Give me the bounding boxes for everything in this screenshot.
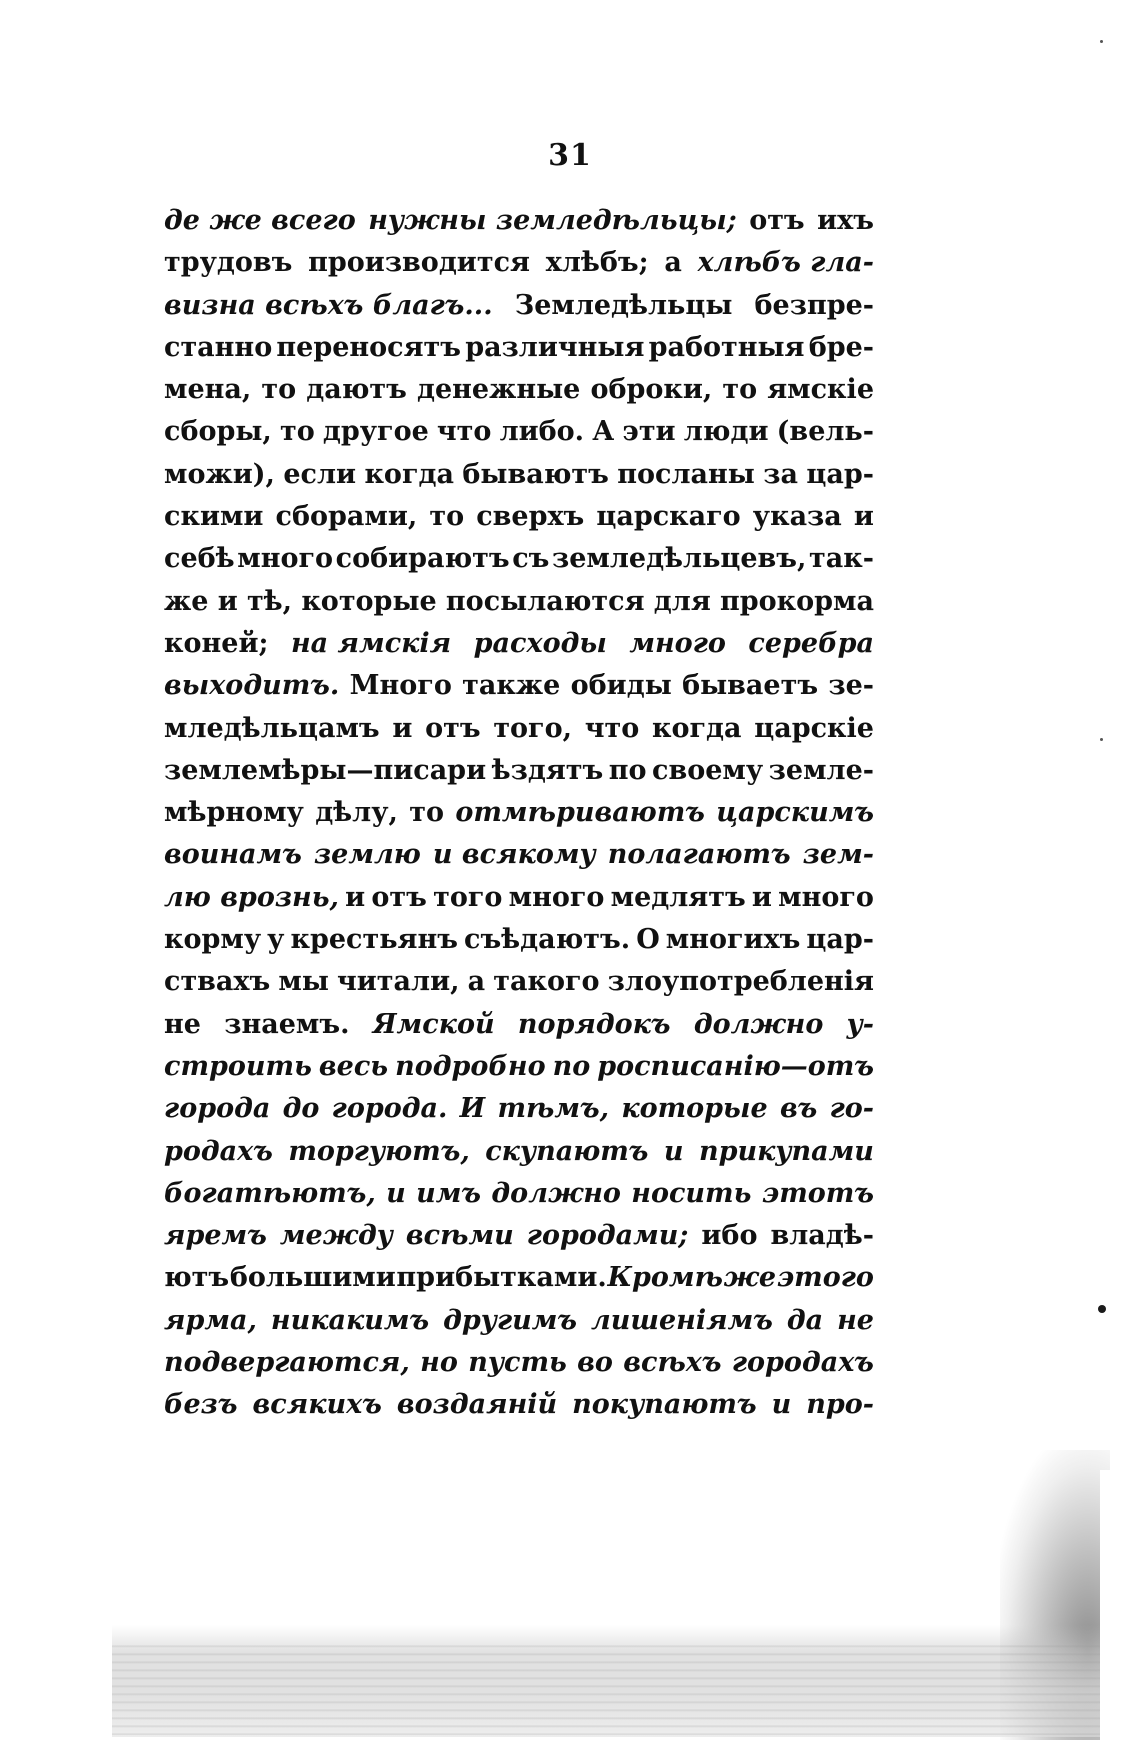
text-segment: ямскіе bbox=[767, 374, 874, 406]
text-segment: О bbox=[636, 924, 660, 956]
text-segment: зем- bbox=[802, 839, 874, 871]
text-segment: А bbox=[592, 416, 615, 448]
text-segment: не bbox=[837, 1304, 874, 1336]
text-segment: и bbox=[217, 585, 238, 617]
text-segment: городахъ bbox=[731, 1347, 874, 1379]
text-segment: производится bbox=[308, 247, 530, 279]
text-segment: же bbox=[164, 585, 209, 617]
text-segment: скупаютъ bbox=[485, 1135, 649, 1167]
text-segment: подробно bbox=[395, 1050, 546, 1082]
text-segment: яремъ bbox=[164, 1220, 267, 1252]
text-segment: и bbox=[663, 1135, 684, 1167]
text-segment: подвергаются, bbox=[164, 1347, 410, 1379]
text-segment: безпре- bbox=[754, 289, 874, 321]
text-segment: ибо bbox=[701, 1220, 758, 1252]
text-segment: покупаютъ bbox=[572, 1389, 757, 1421]
text-segment: царскимъ bbox=[716, 797, 874, 829]
text-segment: землю bbox=[313, 839, 421, 871]
text-segment: большими bbox=[229, 1262, 396, 1294]
text-segment: мена, bbox=[164, 374, 252, 406]
text-segment: и bbox=[345, 881, 366, 913]
text-segment: до bbox=[282, 1093, 320, 1125]
text-segment: безъ bbox=[164, 1389, 238, 1421]
text-segment: серебра bbox=[748, 627, 874, 659]
text-segment: читали, bbox=[337, 966, 460, 998]
text-segment: по bbox=[608, 754, 647, 786]
text-segment: крестьянъ bbox=[290, 924, 458, 956]
text-segment: съѣдаютъ. bbox=[464, 924, 631, 956]
text-line bbox=[164, 623, 874, 665]
text-segment: должно bbox=[491, 1177, 621, 1209]
text-line bbox=[164, 285, 874, 327]
text-line bbox=[164, 538, 874, 580]
text-segment: пусть bbox=[468, 1347, 567, 1379]
text-segment: трудовъ bbox=[164, 247, 293, 279]
text-segment: земледѣльцевъ, bbox=[551, 543, 807, 575]
scan-bottom-streaks bbox=[112, 1640, 1100, 1735]
text-segment: корму bbox=[164, 924, 262, 956]
text-segment: города bbox=[164, 1093, 271, 1125]
text-segment: этотъ bbox=[761, 1177, 874, 1209]
text-segment: у bbox=[267, 924, 285, 956]
text-line bbox=[164, 919, 874, 961]
text-segment: сборами, bbox=[275, 501, 418, 533]
text-segment: богатѣютъ, bbox=[164, 1177, 376, 1209]
text-segment: того, bbox=[493, 712, 573, 744]
text-segment: го- bbox=[829, 1093, 874, 1125]
text-segment: цар- bbox=[806, 924, 874, 956]
text-segment: этого bbox=[776, 1262, 874, 1294]
text-segment: всякихъ bbox=[252, 1389, 382, 1421]
text-segment: всѣхъ bbox=[623, 1347, 722, 1379]
text-line bbox=[164, 1342, 874, 1384]
text-segment: даютъ bbox=[306, 374, 407, 406]
text-segment: цар- bbox=[806, 458, 874, 490]
text-segment: Земледѣльцы bbox=[514, 289, 733, 321]
text-segment: много bbox=[508, 881, 605, 913]
text-segment: и bbox=[751, 881, 772, 913]
text-segment: но bbox=[420, 1347, 458, 1379]
text-segment: И bbox=[459, 1093, 486, 1125]
text-segment: никакимъ bbox=[270, 1304, 430, 1336]
text-segment: переносятъ bbox=[276, 331, 461, 363]
text-segment: имъ bbox=[416, 1177, 482, 1209]
text-line bbox=[164, 1257, 874, 1299]
text-line bbox=[164, 1384, 874, 1426]
text-segment: такого bbox=[493, 966, 600, 998]
text-segment: посланы bbox=[617, 458, 755, 490]
text-segment: когда bbox=[652, 712, 742, 744]
text-segment: а bbox=[467, 966, 486, 998]
text-segment: про- bbox=[806, 1389, 874, 1421]
text-segment: царскаго bbox=[596, 501, 741, 533]
text-line bbox=[164, 750, 874, 792]
text-segment: между bbox=[279, 1220, 393, 1252]
text-segment: за bbox=[763, 458, 798, 490]
text-segment: указа bbox=[752, 501, 842, 533]
text-segment: строить bbox=[164, 1050, 312, 1082]
text-line bbox=[164, 792, 874, 834]
text-segment: ѣздятъ bbox=[491, 754, 604, 786]
text-segment: визна вcѣхъ благъ... bbox=[164, 289, 493, 321]
text-segment: Много bbox=[349, 670, 452, 702]
text-segment: расходы bbox=[473, 627, 607, 659]
text-segment: мледѣльцамъ bbox=[164, 712, 380, 744]
text-segment: мы bbox=[278, 966, 329, 998]
text-segment: по bbox=[552, 1050, 591, 1082]
text-segment: различныя bbox=[465, 331, 645, 363]
text-segment: тѣ, bbox=[246, 585, 293, 617]
text-segment: можи), bbox=[164, 458, 275, 490]
text-segment: мѣрному bbox=[164, 797, 304, 829]
text-segment: то bbox=[429, 501, 465, 533]
text-segment: скими bbox=[164, 501, 264, 533]
text-segment: Ямской bbox=[372, 1008, 495, 1040]
text-segment: хлѣбъ; bbox=[545, 247, 649, 279]
text-segment: торгуютъ, bbox=[288, 1135, 470, 1167]
text-segment: весь bbox=[318, 1050, 389, 1082]
text-segment: обиды bbox=[570, 670, 672, 702]
text-segment: бываетъ bbox=[682, 670, 819, 702]
text-line bbox=[164, 834, 874, 876]
text-segment: собираютъ bbox=[335, 543, 510, 575]
text-line bbox=[164, 708, 874, 750]
text-segment: землемѣры—писари bbox=[164, 754, 487, 786]
text-segment: зе- bbox=[828, 670, 874, 702]
text-segment: де же всего bbox=[164, 205, 356, 236]
text-line bbox=[164, 496, 874, 538]
text-segment: для bbox=[653, 585, 711, 617]
text-segment: порядокъ bbox=[517, 1008, 671, 1040]
text-segment: прибытками. bbox=[396, 1262, 607, 1294]
text-segment: станно bbox=[164, 331, 273, 363]
text-segment: носить bbox=[631, 1177, 752, 1209]
text-segment: денежные bbox=[416, 374, 581, 406]
text-line bbox=[164, 454, 874, 496]
text-line bbox=[164, 1173, 874, 1215]
text-segment: земле- bbox=[768, 754, 874, 786]
text-segment: города. bbox=[331, 1093, 448, 1125]
text-segment: у- bbox=[846, 1008, 874, 1040]
text-segment: работныя bbox=[648, 331, 805, 363]
text-segment: которые bbox=[301, 585, 437, 617]
text-segment: много bbox=[237, 543, 334, 575]
text-segment: того bbox=[433, 881, 503, 913]
text-segment: всѣми bbox=[405, 1220, 514, 1252]
text-segment: сборы, bbox=[164, 416, 272, 448]
text-segment: другое bbox=[322, 416, 429, 448]
text-segment: во bbox=[577, 1347, 613, 1379]
text-segment: прокорма bbox=[720, 585, 874, 617]
text-segment: отъ bbox=[749, 205, 805, 236]
text-segment: люди bbox=[683, 416, 769, 448]
text-line bbox=[164, 327, 874, 369]
text-segment: которые bbox=[621, 1093, 768, 1125]
text-segment: много bbox=[778, 881, 874, 913]
text-segment: отмѣриваютъ bbox=[455, 797, 705, 829]
text-line bbox=[164, 1004, 874, 1046]
text-segment: прикупами bbox=[698, 1135, 874, 1167]
text-segment: нужны земледѣльцы; bbox=[368, 205, 737, 236]
text-segment: а bbox=[664, 247, 682, 279]
text-segment: ихъ bbox=[817, 205, 874, 236]
text-segment: либо. bbox=[499, 416, 585, 448]
ink-speck bbox=[1100, 738, 1103, 741]
text-line bbox=[164, 1215, 874, 1257]
text-segment: и bbox=[392, 712, 413, 744]
text-segment: на ямскія bbox=[290, 627, 452, 659]
text-segment: бываютъ bbox=[462, 458, 609, 490]
text-segment: оброки, bbox=[590, 374, 713, 406]
text-segment: и bbox=[386, 1177, 406, 1209]
text-segment: и bbox=[771, 1389, 792, 1421]
text-segment: когда bbox=[364, 458, 454, 490]
text-segment: Кромѣ bbox=[607, 1262, 723, 1294]
text-segment: хлѣбъ гла- bbox=[697, 247, 874, 279]
text-segment: въ bbox=[779, 1093, 818, 1125]
text-segment: тѣмъ, bbox=[497, 1093, 610, 1125]
text-segment: много bbox=[629, 627, 726, 659]
text-segment: выходитъ. bbox=[164, 670, 340, 702]
text-line bbox=[164, 1300, 874, 1342]
text-segment: лишеніямъ bbox=[591, 1304, 773, 1336]
text-segment: так- bbox=[809, 543, 874, 575]
text-segment: съ bbox=[512, 543, 550, 575]
text-segment: да bbox=[786, 1304, 824, 1336]
text-segment: бре- bbox=[808, 331, 874, 363]
text-segment: то bbox=[409, 797, 444, 829]
scan-page-edge bbox=[1100, 1470, 1140, 1747]
text-segment: дѣлу, bbox=[315, 797, 398, 829]
text-segment: ютъ bbox=[164, 1262, 230, 1294]
text-segment: городами; bbox=[526, 1220, 689, 1252]
text-segment: воинамъ bbox=[164, 839, 302, 871]
text-segment: также bbox=[462, 670, 561, 702]
text-segment: же bbox=[723, 1262, 777, 1294]
text-segment: то bbox=[261, 374, 297, 406]
text-segment: родахъ bbox=[164, 1135, 273, 1167]
text-segment: медлятъ bbox=[610, 881, 746, 913]
text-segment: воздаяній bbox=[396, 1389, 558, 1421]
text-segment: эти bbox=[622, 416, 676, 448]
text-segment: то bbox=[279, 416, 315, 448]
text-line bbox=[164, 1046, 874, 1088]
text-line bbox=[164, 961, 874, 1003]
text-segment: своему bbox=[652, 754, 764, 786]
text-segment: полагаютъ bbox=[607, 839, 791, 871]
text-segment: сверхъ bbox=[476, 501, 585, 533]
text-segment: другимъ bbox=[443, 1304, 578, 1336]
text-segment: многихъ bbox=[665, 924, 801, 956]
text-line bbox=[164, 1088, 874, 1130]
text-line bbox=[164, 877, 874, 919]
text-segment: (вель- bbox=[776, 416, 874, 448]
text-segment: лю врознь, bbox=[164, 881, 339, 913]
text-segment: не bbox=[164, 1008, 201, 1040]
text-line bbox=[164, 242, 874, 284]
text-segment: злоупотребленія bbox=[607, 966, 874, 998]
text-segment: коней; bbox=[164, 627, 269, 659]
text-segment: ствахъ bbox=[164, 966, 271, 998]
text-line bbox=[164, 581, 874, 623]
text-segment: что bbox=[584, 712, 640, 744]
text-segment: посылаются bbox=[445, 585, 645, 617]
text-segment: отъ bbox=[425, 712, 481, 744]
text-segment: росписанію—отъ bbox=[597, 1050, 874, 1082]
text-segment: и всякому bbox=[432, 839, 596, 871]
text-line bbox=[164, 1131, 874, 1173]
text-segment: царскіе bbox=[754, 712, 874, 744]
text-segment: что bbox=[436, 416, 492, 448]
text-line bbox=[164, 200, 874, 242]
text-segment: должно bbox=[693, 1008, 824, 1040]
body-text bbox=[164, 200, 874, 1427]
text-segment: отъ bbox=[371, 881, 427, 913]
ink-speck bbox=[1100, 40, 1103, 43]
text-line bbox=[164, 665, 874, 707]
ink-speck bbox=[1098, 1305, 1106, 1313]
text-segment: владѣ- bbox=[770, 1220, 874, 1252]
text-segment: и bbox=[853, 501, 874, 533]
text-segment: ярма, bbox=[164, 1304, 257, 1336]
text-line bbox=[164, 369, 874, 411]
text-segment: себѣ bbox=[164, 543, 235, 575]
text-segment: если bbox=[283, 458, 357, 490]
text-line bbox=[164, 411, 874, 453]
page-number: 31 bbox=[548, 138, 592, 173]
text-segment: то bbox=[722, 374, 758, 406]
text-segment: знаемъ. bbox=[224, 1008, 350, 1040]
